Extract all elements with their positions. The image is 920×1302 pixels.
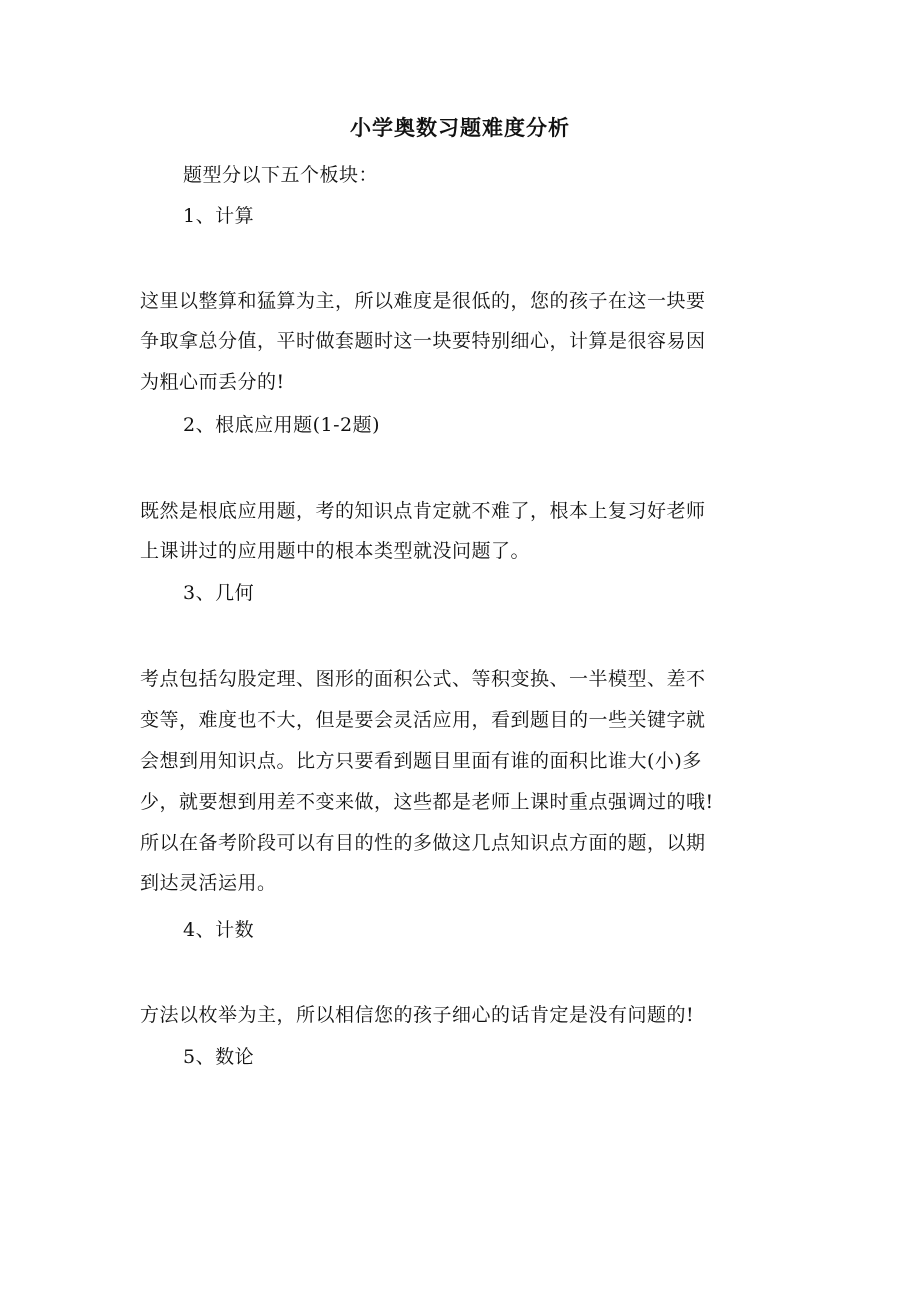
paragraph-line: 少，就要想到用差不变来做，这些都是老师上课时重点强调过的哦! <box>140 791 714 813</box>
paragraph-line: 会想到用知识点。比方只要看到题目里面有谁的面积比谁大(小)多 <box>140 750 702 772</box>
paragraph-line: 方法以枚举为主，所以相信您的孩子细心的话肯定是没有问题的! <box>140 1004 695 1026</box>
section-heading-calculation: 1、计算 <box>183 205 255 227</box>
intro-text: 题型分以下五个板块： <box>183 164 379 186</box>
section-heading-number-theory: 5、数论 <box>183 1046 255 1068</box>
paragraph-line: 考点包括勾股定理、图形的面积公式、等积变换、一半模型、差不 <box>140 668 706 690</box>
paragraph-line: 上课讲过的应用题中的根本类型就没问题了。 <box>140 540 531 562</box>
paragraph-line: 变等，难度也不大，但是要会灵活应用，看到题目的一些关键字就 <box>140 709 706 731</box>
section-heading-counting: 4、计数 <box>183 919 255 941</box>
paragraph-line: 所以在备考阶段可以有目的性的多做这几点知识点方面的题，以期 <box>140 832 706 854</box>
section-heading-basic-application: 2、根底应用题(1-2题) <box>183 414 381 436</box>
paragraph-line: 为粗心而丢分的! <box>140 371 285 393</box>
paragraph-line: 这里以整算和猛算为主，所以难度是很低的，您的孩子在这一块要 <box>140 290 706 312</box>
paragraph-line: 到达灵活运用。 <box>140 872 277 894</box>
paragraph-line: 争取拿总分值，平时做套题时这一块要特别细心，计算是很容易因 <box>140 330 706 352</box>
section-heading-geometry: 3、几何 <box>183 582 255 604</box>
paragraph-line: 既然是根底应用题，考的知识点肯定就不难了，根本上复习好老师 <box>140 500 706 522</box>
document-title: 小学奥数习题难度分析 <box>350 115 570 140</box>
